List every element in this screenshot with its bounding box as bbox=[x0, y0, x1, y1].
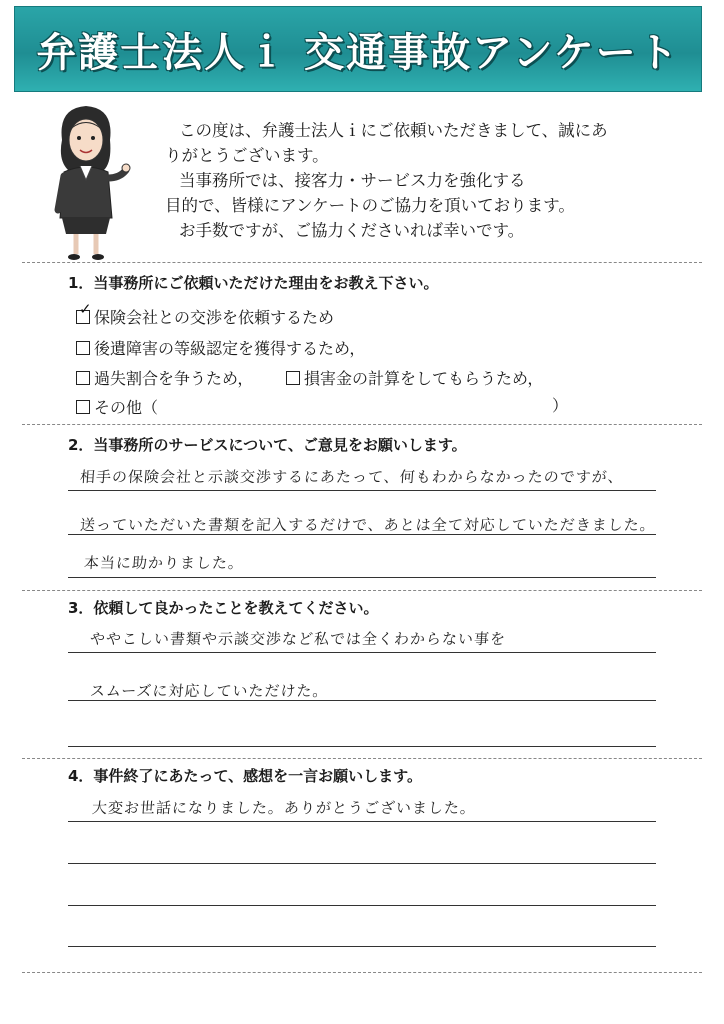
handwritten-answer-line: 送っていただいた書類を記入するだけで、あとは全て対応していただきました。 bbox=[79, 516, 657, 534]
answer-rule bbox=[68, 490, 656, 491]
option-label: その他（ bbox=[94, 398, 159, 417]
checkbox[interactable] bbox=[76, 400, 90, 414]
other-close-paren: ） bbox=[552, 396, 569, 415]
intro-line: この度は、弁護士法人ｉにご依頼いただきまして、誠にあ bbox=[179, 121, 608, 140]
answer-rule bbox=[68, 863, 656, 864]
answer-rule bbox=[68, 746, 656, 747]
banner-title: 弁護士法人ｉ 交通事故アンケート bbox=[36, 29, 680, 76]
handwritten-answer-line: スムーズに対応していただけた。 bbox=[89, 682, 330, 700]
answer-rule bbox=[68, 821, 656, 822]
answer-rule bbox=[68, 577, 656, 578]
answer-rule bbox=[68, 700, 656, 701]
reason-option-damages[interactable] bbox=[286, 366, 543, 389]
intro-message bbox=[165, 118, 695, 243]
option-label: 後遺障害の等級認定を獲得するため， bbox=[94, 339, 366, 358]
question-3-title: 3．依頼して良かったことを教えてください。 bbox=[68, 599, 379, 617]
reason-option-other[interactable] bbox=[76, 395, 158, 418]
intro-line: お手数ですが、ご協力くださいれば幸いです。 bbox=[179, 221, 525, 240]
checkbox-checked[interactable] bbox=[76, 299, 92, 324]
section-divider bbox=[22, 424, 702, 425]
answer-rule bbox=[68, 534, 656, 535]
question-4-title: 4．事件終了にあたって、感想を一言お願いします。 bbox=[68, 767, 422, 785]
section-divider bbox=[22, 262, 702, 263]
option-label: 過失割合を争うため， bbox=[94, 369, 254, 388]
section-divider bbox=[22, 972, 702, 973]
staff-illustration bbox=[40, 100, 132, 262]
handwritten-answer-line: 本当に助かりました。 bbox=[83, 554, 245, 572]
checkbox[interactable] bbox=[76, 371, 90, 385]
answer-rule bbox=[68, 946, 656, 947]
answer-rule bbox=[68, 905, 656, 906]
option-label: 保険会社との交渉を依頼するため bbox=[94, 308, 335, 327]
intro-line: 目的で、皆様にアンケートのご協力を頂いております。 bbox=[165, 196, 575, 215]
intro-line: 当事務所では、接客力・サービス力を強化する bbox=[179, 171, 526, 190]
handwritten-answer-line: ややこしい書類や示談交渉など私では全くわからない事を bbox=[89, 630, 507, 648]
reason-option-fault-ratio[interactable] bbox=[76, 366, 253, 389]
section-divider bbox=[22, 758, 702, 759]
reason-option-insurance[interactable] bbox=[76, 299, 335, 328]
title-banner bbox=[14, 6, 702, 92]
checkbox[interactable] bbox=[286, 371, 300, 385]
handwritten-answer-line: 相手の保険会社と示談交渉するにあたって、何もわからなかったのですが、 bbox=[79, 468, 625, 486]
checkbox[interactable] bbox=[76, 341, 90, 355]
option-label: 損害金の計算をしてもらうため， bbox=[304, 369, 544, 388]
reason-option-disability[interactable] bbox=[76, 336, 365, 359]
intro-line: りがとうございます。 bbox=[165, 146, 329, 165]
question-1-title: 1．当事務所にご依頼いただけた理由をお教え下さい。 bbox=[68, 274, 439, 292]
handwritten-answer-line: 大変お世話になりました。ありがとうございました。 bbox=[91, 799, 477, 817]
question-2-title: 2．当事務所のサービスについて、ご意見をお願いします。 bbox=[68, 436, 467, 454]
section-divider bbox=[22, 590, 702, 591]
answer-rule bbox=[68, 652, 656, 653]
check-mark-icon: ✓ bbox=[79, 299, 92, 318]
